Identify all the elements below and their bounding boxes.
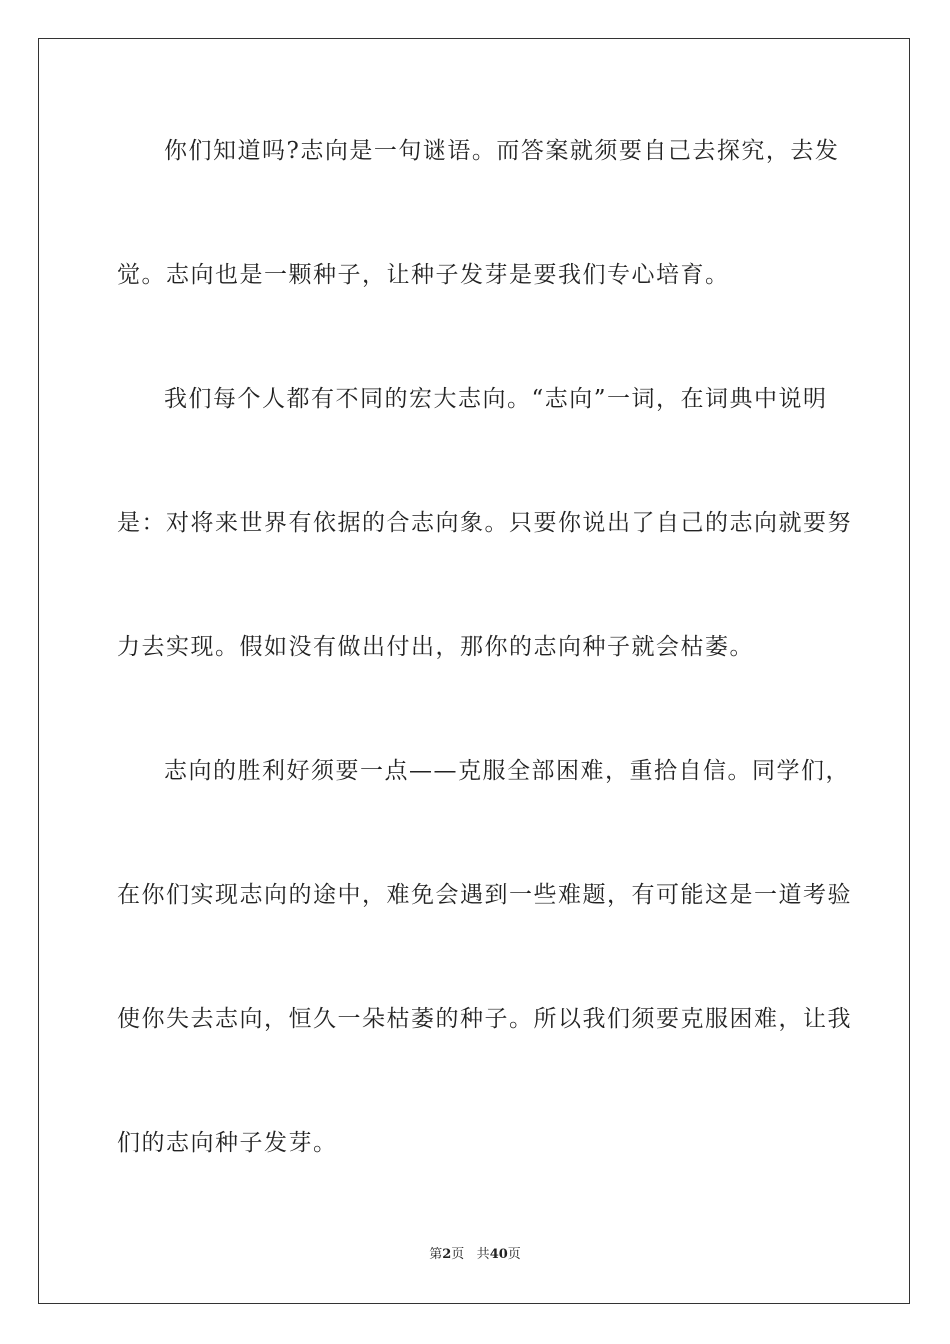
paragraph-3-line-2: 在你们实现志向的途中，难免会遇到一些难题，有可能这是一道考验 xyxy=(117,882,852,908)
page-footer xyxy=(0,1246,950,1264)
page-prefix: 第 xyxy=(429,1247,443,1262)
paragraph-1-line-1: 你们知道吗?志向是一句谜语。而答案就须要自己去探究，去发 xyxy=(164,138,840,164)
page-number: 2 xyxy=(442,1247,452,1262)
paragraph-2-line-1: 我们每个人都有不同的宏大志向。“志向”一词，在词典中说明 xyxy=(164,386,828,412)
paragraph-1-line-2: 觉。志向也是一颗种子，让种子发芽是要我们专心培育。 xyxy=(117,262,730,288)
paragraph-2-line-3: 力去实现。假如没有做出付出，那你的志向种子就会枯萎。 xyxy=(117,634,754,660)
page-border xyxy=(38,38,910,1304)
total-pages: 40 xyxy=(489,1247,508,1262)
paragraph-3-line-1: 志向的胜利好须要一点——克服全部困难，重拾自信。同学们， xyxy=(164,758,850,784)
paragraph-3-line-3: 使你失去志向，恒久一朵枯萎的种子。所以我们须要克服困难，让我 xyxy=(117,1006,852,1032)
paragraph-2-line-2: 是：对将来世界有依据的合志向象。只要你说出了自己的志向就要努 xyxy=(117,510,852,536)
total-suffix: 页 xyxy=(507,1247,521,1262)
page-suffix: 页 xyxy=(451,1247,465,1262)
total-prefix: 共 xyxy=(476,1247,490,1262)
paragraph-3-line-4: 们的志向种子发芽。 xyxy=(117,1130,338,1156)
